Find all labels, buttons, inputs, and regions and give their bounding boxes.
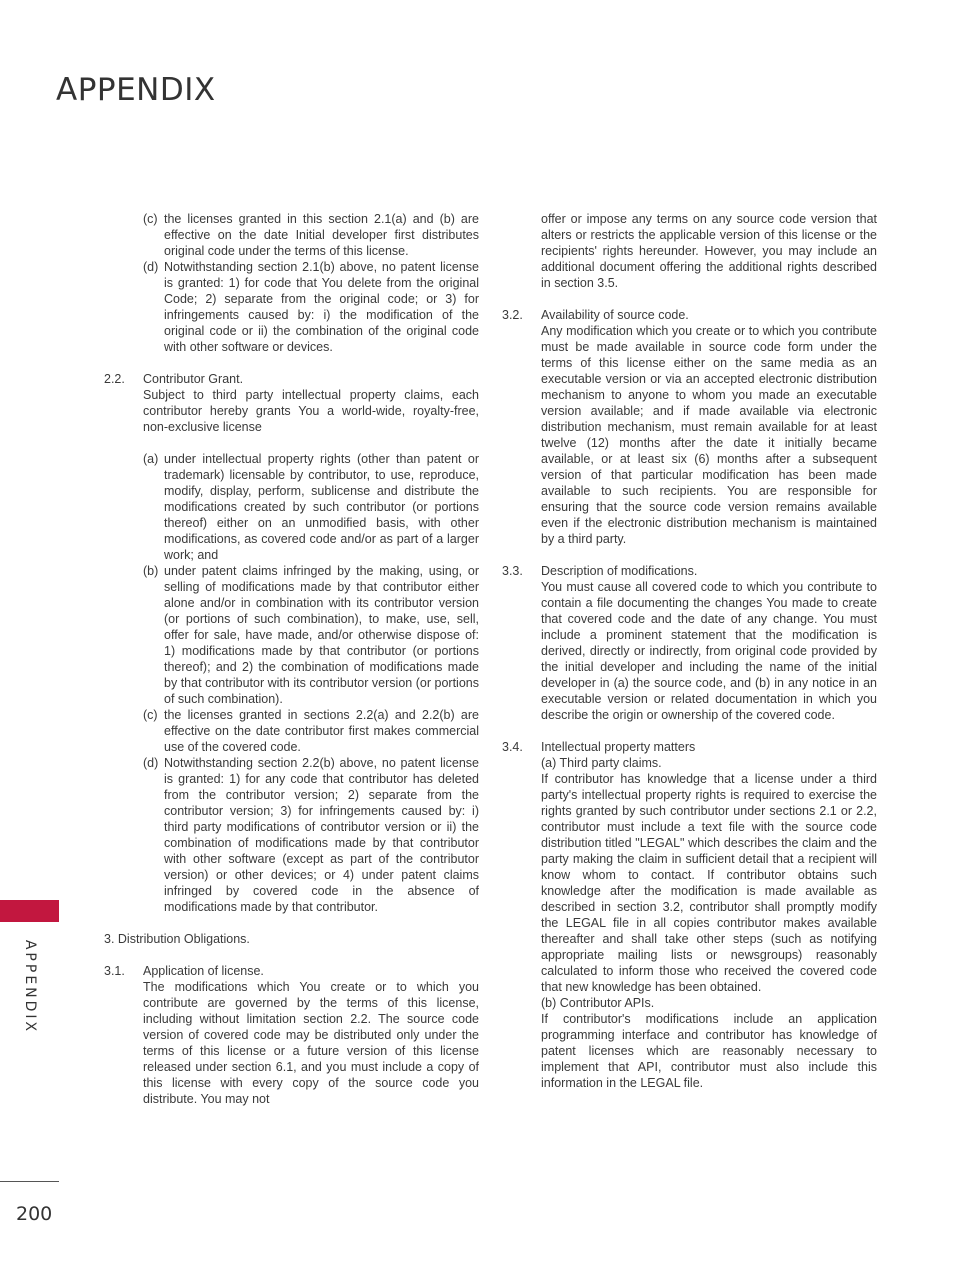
section-tab-marker: [0, 900, 59, 922]
section-title: Application of license.: [143, 964, 264, 978]
list-marker: (c): [143, 212, 158, 226]
page-title: APPENDIX: [56, 72, 216, 108]
right-column: [502, 211, 877, 1091]
list-item-text: under intellectual property rights (other than patent or trademark) licensable by contributor, to use, reproduce, modify, display, perform, sublicense and distribute the modifications created by such contributor (or portions thereof) either on an unmodified basis, with other modifications, as covered code and/or as part of a larger work; and: [164, 452, 479, 562]
section-title: Contributor Grant.: [143, 372, 244, 386]
section-title: Intellectual property matters: [541, 740, 696, 754]
section-continuation: offer or impose any terms on any source code version that alters or restricts the applicable version of this license or the recipients' rights hereunder. However, you may include an additional document offering the additional rights described in section 3.5.: [541, 212, 877, 290]
list-item: [104, 259, 479, 355]
subsection-body: If contributor's modifications include an application programming interface and contributor has knowledge of patent licenses which are reasonably necessary to implement that API, contributor must also include this information in the LEGAL file.: [541, 1012, 877, 1090]
section-heading: [104, 963, 479, 979]
section-body: Any modification which you create or to which you contribute must be made available in source code form under the terms of this license either on the same media as an executable version or via an accepted electronic distribution mechanism to anyone to whom you made an executable version available; and if made available via electronic distribution mechanism, must remain available for at least twelve (12) months after the date it initially became available, or at least six (6) months after a subsequent version of that particular modification has been made available to such recipients. You are responsible for ensuring that the source code version remains available even if the electronic distribution mechanism is maintained by a third party.: [541, 324, 877, 546]
section-heading: [502, 563, 877, 579]
list-marker: (c): [143, 708, 158, 722]
list-item-text: Notwithstanding section 2.1(b) above, no patent license is granted: 1) for code that You delete from the original Code; 2) separate from the original code; or 3) for infringements caused by: i) the modification of the original code or ii) the combination of the original code with other software or devices.: [164, 260, 479, 354]
list-item: [104, 755, 479, 915]
left-column: [104, 211, 479, 1107]
list-item: [104, 451, 479, 563]
list-item-text: Notwithstanding section 2.2(b) above, no patent license is granted: 1) for any code that contributor has deleted from the contributor version; 2) separate from the contributor version; 3) for infringements caused by: i) third party modifications of contributor version or ii) the combination of modifications made by that contributor with other software (except as part of the contributor version) or other devices; or 4) under patent claims infringed by covered code in the absence of modifications made by that contributor.: [164, 756, 479, 914]
side-section-label: APPENDIX: [22, 939, 38, 1035]
list-marker: (a): [143, 452, 159, 466]
section-heading: 3. Distribution Obligations.: [104, 932, 250, 946]
subsection-heading: (a) Third party claims.: [541, 756, 662, 770]
section-number: 2.2.: [104, 372, 125, 386]
section-body: The modifications which You create or to which you contribute are governed by the terms of this license, including without limitation section 2.2. The source code version of covered code may be distributed only under the terms of this license or a future version of this license released under section 6.1, and you must include a copy of this license with every copy of the source code you distribute. You may not: [143, 980, 479, 1106]
section-intro: Subject to third party intellectual property claims, each contributor hereby grants You a world-wide, royalty-free, non-exclusive license: [143, 388, 479, 434]
list-item: [104, 707, 479, 755]
section-title: Description of modifications.: [541, 564, 698, 578]
section-number: 3.4.: [502, 740, 523, 754]
list-marker: (d): [143, 756, 159, 770]
list-item: [104, 563, 479, 707]
subsection-body: If contributor has knowledge that a license under a third party's intellectual property rights is required to exercise the rights granted by such contributor under sections 2.1 or 2.2, contributor must include a text file with the source code distribution titled "LEGAL" which describes the claim and the party making the claim in sufficient detail that a recipient will know whom to contact. If contributor obtains such knowledge after the modification is made available as described in section 3.2, contributor shall promptly modify the LEGAL file in all copies contributor makes available thereafter and shall take other steps (such as notifying appropriate mailing lists or newsgroups) reasonably calculated to inform those who received the covered code that new knowledge has been obtained.: [541, 772, 877, 994]
section-heading: [502, 307, 877, 323]
page-number: 200: [16, 1203, 53, 1225]
footer-divider: [0, 1181, 59, 1182]
section-heading: [104, 371, 479, 387]
section-body: You must cause all covered code to which you contribute to contain a file documenting the changes You made to create that covered code and the date of any change. You must include a prominent statement that the modification is derived, directly or indirectly, from original code provided by the initial developer and including the name of the initial developer in (a) the source code, and (b) in any notice in an executable version or related documentation in which you describe the origin or ownership of the covered code.: [541, 580, 877, 722]
section-number: 3.3.: [502, 564, 523, 578]
list-item-text: the licenses granted in sections 2.2(a) and 2.2(b) are effective on the date contributor first makes commercial use of the covered code.: [164, 708, 479, 754]
list-item: [104, 211, 479, 259]
list-marker: (d): [143, 260, 159, 274]
section-number: 3.1.: [104, 964, 125, 978]
section-title: Availability of source code.: [541, 308, 689, 322]
list-marker: (b): [143, 564, 159, 578]
section-number: 3.2.: [502, 308, 523, 322]
list-item-text: under patent claims infringed by the making, using, or selling of modifications made by that contributor either alone and/or in combination with its contributor version (or portions of such combination), to make, use, sell, offer for sale, have made, and/or otherwise dispose of: 1) modifications made by that contributor (or portions thereof); and 2) the combination of modifications made by that contributor with its contributor version (or portions of such combination).: [164, 564, 479, 706]
section-heading: [502, 739, 877, 755]
subsection-heading: (b) Contributor APIs.: [541, 996, 655, 1010]
list-item-text: the licenses granted in this section 2.1(a) and (b) are effective on the date Initial developer first distributes original code under the terms of this license.: [164, 212, 479, 258]
